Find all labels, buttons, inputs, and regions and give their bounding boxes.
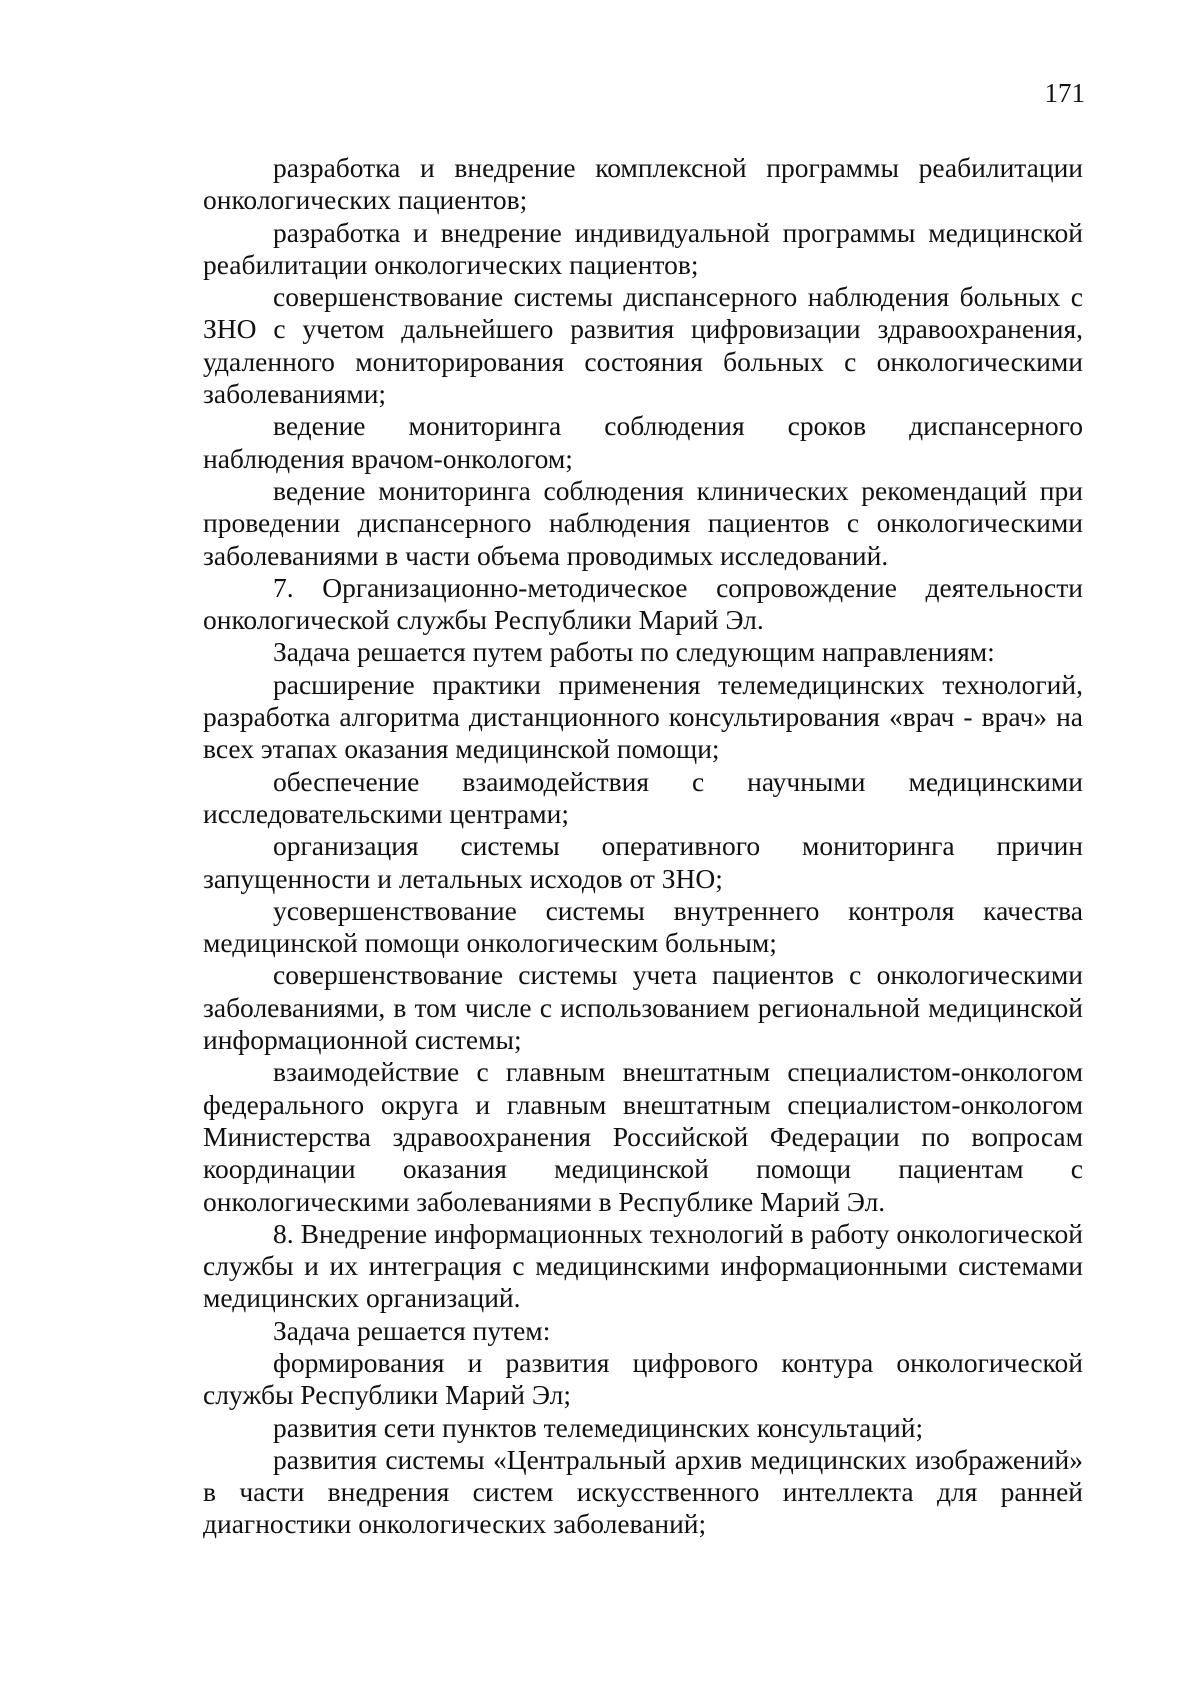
paragraph-rehab-program: разработка и внедрение комплексной программы реабилитации онкологических пациентов; — [203, 152, 1083, 216]
paragraph-item-7: 7. Организационно-методическое сопровождение деятельности онкологической службы Республики Марий Эл. — [203, 571, 1083, 636]
paragraph-telemedicine-points: развития сети пунктов телемедицинских консультаций; — [273, 1411, 924, 1443]
paragraph-individual-rehab: разработка и внедрение индивидуальной программы медицинской реабилитации онкологических пациентов; — [203, 216, 1083, 280]
page-number: 171 — [1044, 78, 1085, 108]
paragraph-monitoring-deadlines: ведение мониторинга соблюдения сроков диспансерного наблюдения врачом-онкологом; — [203, 410, 1083, 474]
paragraph-digital-contour: формирования и развития цифрового контура онкологической службы Республики Марий Эл; — [203, 1346, 1083, 1411]
paragraph-chief-oncologist: взаимодействие с главным внештатным специалистом-онкологом федерального округа и главным внештатным специалистом-онкологом Министерства здравоохранения Российской Федерации по вопросам координации оказания медицинской помощи пациентам с онкологическими заболеваниями в Республике Марий Эл. — [203, 1056, 1083, 1217]
paragraph-task-means: Задача решается путем: — [273, 1314, 551, 1346]
paragraph-task-directions: Задача решается путем работы по следующим направлениям: — [273, 636, 995, 668]
paragraph-patient-accounting: совершенствование системы учета пациентов с онкологическими заболеваниями, в том числе с использованием региональной медицинской информационной системы; — [203, 959, 1083, 1056]
paragraph-operational-monitoring: организация системы оперативного мониторинга причин запущенности и летальных исходов от ЗНО; — [203, 830, 1083, 894]
paragraph-item-8: 8. Внедрение информационных технологий в работу онкологической службы и их интеграция с медицинскими информационными системами медицинских организаций. — [203, 1217, 1083, 1314]
paragraph-telemedicine: расширение практики применения телемедицинских технологий, разработка алгоритма дистанционного консультирования «врач - врач» на всех этапах оказания медицинской помощи; — [203, 668, 1083, 765]
paragraph-dispensary-observation: совершенствование системы диспансерного наблюдения больных с ЗНО с учетом дальнейшего развития цифровизации здравоохранения, удаленного мониторирования состояния больных с онкологическими заболеваниями; — [203, 281, 1083, 410]
paragraph-image-archive: развития системы «Центральный архив медицинских изображений» в части внедрения систем искусственного интеллекта для ранней диагностики онкологических заболеваний; — [203, 1443, 1083, 1540]
document-body — [203, 152, 1083, 1541]
paragraph-quality-control: усовершенствование системы внутреннего контроля качества медицинской помощи онкологическим больным; — [203, 894, 1083, 959]
paragraph-monitoring-guidelines: ведение мониторинга соблюдения клинических рекомендаций при проведении диспансерного наблюдения пациентов с онкологическими заболеваниями в части объема проводимых исследований. — [203, 474, 1083, 571]
paragraph-research-centers: обеспечение взаимодействия с научными медицинскими исследовательскими центрами; — [203, 765, 1083, 829]
